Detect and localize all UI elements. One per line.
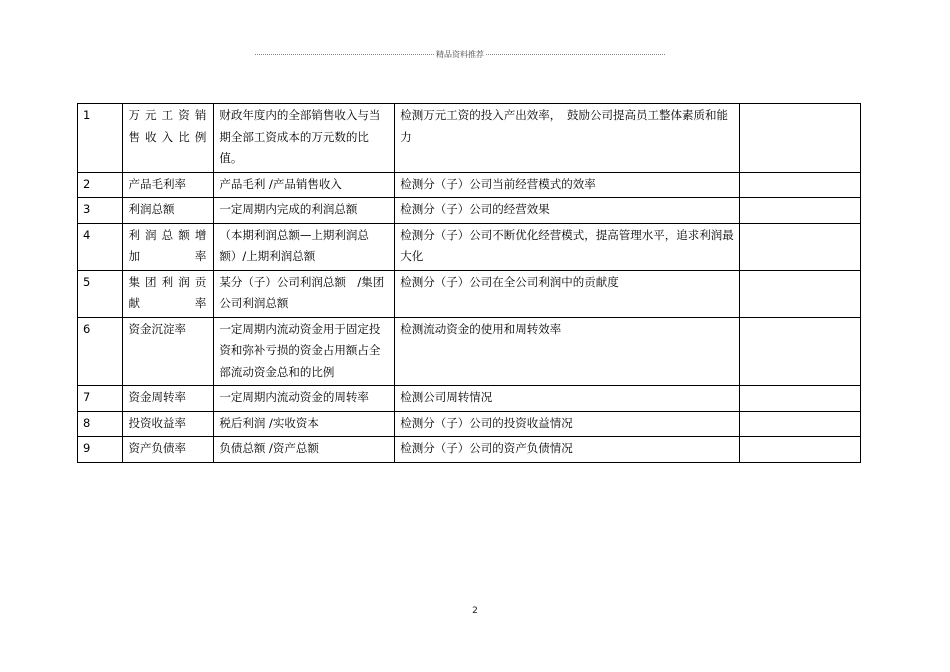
metric-formula: 一定周期内完成的利润总额 [214, 198, 395, 224]
metric-name: 利润总额增加率 [123, 223, 214, 270]
metric-purpose: 检测分（子）公司不断优化经营模式，提高管理水平，追求利润最大化 [395, 223, 740, 270]
table-row [78, 172, 861, 198]
row-number: 7 [78, 386, 123, 412]
row-number: 8 [78, 411, 123, 437]
metric-extra [739, 198, 860, 224]
metric-formula: 某分（子）公司利润总额 /集团公司利润总额 [214, 270, 395, 317]
table-row [78, 198, 861, 224]
page-header [255, 48, 665, 60]
table-row [78, 270, 861, 317]
metric-extra [739, 104, 860, 173]
metric-purpose: 检测公司周转情况 [395, 386, 740, 412]
header-dotted-rule-left [255, 54, 434, 55]
metric-extra [739, 223, 860, 270]
table-row [78, 104, 861, 173]
row-number: 4 [78, 223, 123, 270]
metric-formula: 负债总额 /资产总额 [214, 437, 395, 463]
metric-purpose: 检测流动资金的使用和周转效率 [395, 317, 740, 386]
header-dotted-rule-right [486, 54, 665, 55]
metric-name: 投资收益率 [123, 411, 214, 437]
table-row [78, 317, 861, 386]
table-row [78, 223, 861, 270]
metric-name: 资金周转率 [123, 386, 214, 412]
metric-name: 资金沉淀率 [123, 317, 214, 386]
row-number: 5 [78, 270, 123, 317]
header-text: 精品资料推荐 [436, 49, 484, 59]
metric-formula: 税后利润 /实收资本 [214, 411, 395, 437]
metric-formula: 一定周期内流动资金用于固定投资和弥补亏损的资金占用额占全部流动资金总和的比例 [214, 317, 395, 386]
row-number: 2 [78, 172, 123, 198]
page-number: 2 [472, 606, 478, 616]
metric-purpose: 检测分（子）公司的资产负债情况 [395, 437, 740, 463]
metric-name: 利润总额 [123, 198, 214, 224]
metric-purpose: 检测分（子）公司当前经营模式的效率 [395, 172, 740, 198]
metric-purpose: 检测分（子）公司的投资收益情况 [395, 411, 740, 437]
metric-formula: 一定周期内流动资金的周转率 [214, 386, 395, 412]
metric-formula: （本期利润总额—上期利润总额）/上期利润总额 [214, 223, 395, 270]
metric-formula: 财政年度内的全部销售收入与当期全部工资成本的万元数的比值。 [214, 104, 395, 173]
metric-extra [739, 411, 860, 437]
table-row [78, 386, 861, 412]
metric-formula: 产品毛利 /产品销售收入 [214, 172, 395, 198]
metric-extra [739, 386, 860, 412]
metric-purpose: 检测分（子）公司的经营效果 [395, 198, 740, 224]
metrics-table [77, 103, 861, 463]
metric-name: 万元工资销售收入比例 [123, 104, 214, 173]
metric-purpose: 检测万元工资的投入产出效率， 鼓励公司提高员工整体素质和能力 [395, 104, 740, 173]
row-number: 9 [78, 437, 123, 463]
row-number: 1 [78, 104, 123, 173]
table-row [78, 411, 861, 437]
metric-extra [739, 270, 860, 317]
metric-extra [739, 317, 860, 386]
metric-extra [739, 437, 860, 463]
metric-name: 产品毛利率 [123, 172, 214, 198]
table-row [78, 437, 861, 463]
metric-purpose: 检测分（子）公司在全公司利润中的贡献度 [395, 270, 740, 317]
row-number: 3 [78, 198, 123, 224]
metric-name: 资产负债率 [123, 437, 214, 463]
metric-extra [739, 172, 860, 198]
metric-name: 集团利润贡献率 [123, 270, 214, 317]
row-number: 6 [78, 317, 123, 386]
